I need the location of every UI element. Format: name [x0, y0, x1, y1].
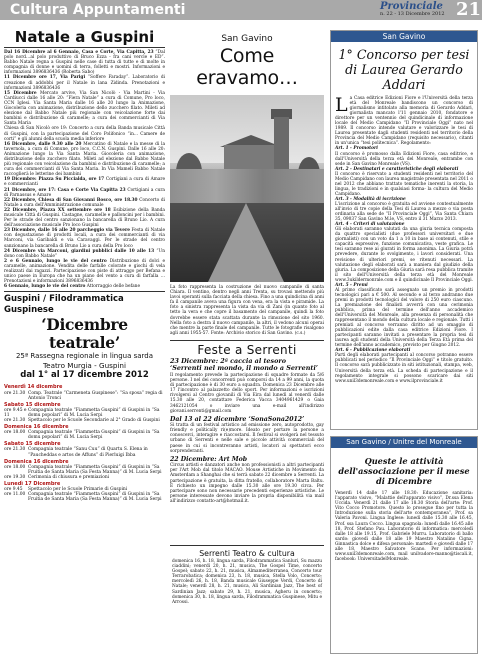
program-time: ore 19.30 [4, 474, 26, 480]
program-day: Sabato 15 dicembre [4, 441, 61, 448]
concorso-article-title: Art. 1 - Promotori [335, 146, 378, 152]
natale-event-heading: Dal 16 Dicembre al 6 Gennaio, Casa e Corte, Via Capitta, 23 [4, 50, 154, 55]
natale-event-body: Chiesa di San Nicolò ore 19: Concerto a cura della Banda musicale Città di Guspini, con la partecipazione del Coro Polifonico “in... Camere de corti” e gli alunni della scuola media inferiore [4, 126, 165, 142]
program-day: Domenica 16 dicembre [4, 424, 69, 431]
natale-event-body: Cortigiani a cura di Amare e commercianti [4, 177, 165, 188]
serrenti-teatro-box [170, 545, 324, 654]
guspini-subtitle: 25ª Rassegna regionale in lingua sarda [15, 352, 154, 361]
program-row [4, 447, 164, 457]
concorso-article-body: Gli elaborati saranno valutati da una giuria tecnica composta da quattro specialisti (due professori universitari e due giornalisti) con un voto da 1 a 10 in base ai contenuti, stile e capacità espressive, funzione comunicativa, veste grafica. Le tesi saranno rese ai giurati in forma anonima. La Giuria potrà prevedere, durante lo svolgimento, i lavori considerati. Una revisione di ulteriori premi, se ritenuti necessari. La valutazione degli elaborati sarà a maniera dal giudizio della giuria. La composizione della Giuria sarà resa pubblica tramite il sito dell'Università della terza età del Monreale www.3ukildermonrale.com e il quindicinale Il Provinciale Oggi. [335, 227, 473, 283]
natale-event-body: Mercatino di Natale e la messe di la tavernola, a cura di Comune, pro loco, C.C.N. Guspini. Dalle 16 alle 20: Animazione lungo la Via Santa Maria. Giocoleria con animazione, distribuzione dello zucchero filato. Mileti ad elezione dal Babbo Natale più regionale con veicolazione da bambini e distribuzione di caramelle; a cura dei commercianti di Via Santa Maria. In Via Mameli Babbo Natale raccoglierà le letterine dei bambini [4, 141, 165, 178]
page-header [0, 0, 482, 20]
program-day: Venerdì 14 dicembre [4, 384, 63, 391]
middle-column [170, 22, 324, 654]
unitre-title: Queste le attività dell'associazione per il mese di Dicembre [338, 456, 470, 486]
program-day: Sabato 15 dicembre [4, 401, 61, 408]
program-row [4, 430, 164, 440]
guspini-heading: Guspini / Filodrammatica Guspinese [4, 294, 124, 316]
concorso-article-body: Il concorso è riservato a studenti residenti nel territorio del Medio Campidano con laurea magistrale presentata nel 2011 o nel 2012 che abbiano trattato tematiche inerenti la storia, la lingua, le tradizioni e in qualsiasi forma- la cultura del Medio Campidano. [335, 171, 473, 197]
concorso-article-title: Art. 4 - Criteri di valutazione [335, 222, 405, 228]
natale-event-heading: 6 Gennaio, lungo le vie del centro [4, 284, 86, 290]
program-time: ore 21.30 [4, 390, 26, 396]
program-show: Comp. Teatrale “Carmeneta Guspinese”: “Sa sposa” regia di Antonio Tronci [28, 390, 163, 401]
program-show: Compagnia teatrale “Sanu Cuu” di Quartu S. Elena in “Paucheddas e artos de Affuns” di Pierluigi Ibba [28, 447, 148, 458]
natale-event-heading: 15 Dicembre [4, 90, 37, 96]
concorso-article-title: Art. 6 - Pubblicazione elaborati [335, 348, 411, 354]
historic-photo [170, 95, 324, 282]
natale-event-list [4, 50, 165, 289]
natale-event [4, 91, 165, 127]
program-show: Compagnia teatrale “Fiammetta Guspini” di Guspini in “Sa Fruitia de Santa Maria (Sa Festa Manna)” di M. Lucia Serpi [28, 464, 162, 475]
natale-event [4, 284, 165, 289]
program-row [4, 418, 164, 423]
program-time: ore 9.45 e 11 [4, 407, 27, 418]
page-number: 21 [456, 0, 482, 20]
program-row [4, 492, 164, 502]
natale-event-heading: 22 Dicembre, Piazza XX settembre ore 18 [4, 207, 111, 213]
program-row [4, 391, 164, 401]
natale-event [4, 126, 165, 141]
natale-event-heading: 16 Dicembre, dalle 9.30 alle 20 [4, 141, 82, 147]
natale-event [4, 75, 165, 90]
natale-event-body: Festa di Natale con degustazione di prodotti locali, a cura dei commercianti di via Marconi, via Garibaldi e via Caravaggi. Per le strade del centro sanzionano la bancarella di Bruno Lio a cura della Pro loco [4, 228, 165, 249]
serrenti-teatro-title: Serrenti Teatro & cultura [199, 549, 295, 558]
divider [4, 291, 165, 292]
concorso-intro: a Casa editrice Edizioni Fiore e l'Università della terza età del Monreale bandiscono un concorso di giornalismo intitolato alla memoria di Gerardo Addari, giornalista mancato l'11 gennaio 2010, fondatore e direttore per un ventennio del quindicinale di informazione locale del Medio Campidano “Il Provinciale Oggi” nato nel 1989. Il concorso intende valutare e valorizzare le tesi di Laurea presentate dagli studenti residenti nel territorio della Provincia del Medio Campidano (requisito necessario), citanti in un'unica “tesi politecnica”. Regolamento: [335, 96, 473, 147]
concorso-article-body: L'iscrizione al concorso è gratuita ed avviene contestualmente all'invio di tre copie della Tesi di Laurea a mezzo o via posta ordinaria alla sede de “Il Provinciale Oggi”, Via Santa Chiara 35, 09037 San Gavino M.le, VS, entro il 31 Marzo 2013. [335, 201, 473, 223]
story-kicker: San Gavino [221, 34, 273, 44]
natale-event [4, 188, 165, 198]
natale-event [4, 259, 165, 284]
feste-body: Circus artisti e danzatori anche non professionisti a altri partecipanti per l'Art Mob dal titolo MACAO. Mouse Artistiche in Movimento da Amsterdam a Shanghai che si terrà sabato 22 dicembre a Serrenti. La partecipazione è gratuita, la ditta fratello, collaboratore Marta Baltu. È richiesto un impegno dalle 15.30 alle ore 19.30 circa. Per partecipare sono non necessarie precedenti esperienze artistiche. Le persone interessate devono inviare la propria disponibilità via mail all'indirizzo contatto-art@hotmail.it. [170, 463, 324, 504]
program-time: ore 11.00 [4, 492, 26, 498]
feste-title: Feste a Serrenti [197, 342, 297, 357]
guspini-quote-title: ‘Dicembre teatrale’ [41, 315, 128, 353]
natale-event [4, 228, 165, 248]
concorso-title: 1° Concorso per tesi di Laurea Gerardo Addari [338, 47, 470, 92]
natale-event-heading: 11 Dicembre ore 17, Via Parigi [4, 75, 86, 81]
natale-event-heading: 24 Dicembre via Marconi, giardini pubblici dalle 10 alle 13 [4, 248, 155, 254]
concorso-article-body: Il concorso è promosso dalla Edizioni Fiore, casa editrice, e dall'Università della terza età del Monreale, entrambe con sede in San Gavino Monreale (VS). [335, 151, 473, 167]
feste-body: Il regolamento prevede la partecipazione di squadre formate da 5/6 persone. I nel dei concorrenti può comporsi da 14 a 99 anni, la quota di partecipazione è di 30 euro a squadra. Domenica 23 Dicembre alle 17 l'incontro al palazzetto dello sport. Per informazioni e iscrizioni rivolgersi al Centro giovanili di Via Eira dal lunedì al venerdì dalle 15.30 alle 20, contattare Federica Vacca 3404961429 o Gaia 3462121054 o inviare una e-mail all'indirizzo giovani.serrenti@gmail.com [170, 372, 324, 414]
program-show: Compagnia teatrale “Fiammetta Guspini” di Guspini in “Sa Fruitia de Santa Maria (Sa Festa Manna)” di M. Lucia Serpi [28, 492, 162, 503]
concorso-article-title: Art. 3 - Modalità di iscrizione [335, 196, 406, 202]
program-time: ore 21.30 [4, 447, 26, 453]
program-show: Compagnia teatrale “Fiammetta Guspini” di Guspini in “Sa domu popolari” di M. Lucia Serpi [28, 430, 160, 441]
divider [170, 340, 324, 341]
guspini-location: Teatro Murgia - Guspini [43, 361, 126, 371]
natale-event-body: Esibizione della Banda musicale Città di Guspini. Castagne, caramelle e palloncini per i bambini. Per le strade del centro sanzionano la bancarella di Bruno Lio. A cura dell'associazione musicale Pro loco Guspini [4, 207, 165, 229]
program-day: Domenica 16 dicembre [4, 458, 69, 465]
concorso-band: San Gavino [331, 31, 477, 42]
concorso-body [331, 96, 477, 384]
brand-logo: Provinciale [380, 1, 443, 12]
feste-heading: ‘Serrenti nel mondo, il mondo a Serrenti’ [170, 364, 318, 373]
feste-heading: 23 Dicembre: 2ª caccia al tesoro [170, 356, 286, 365]
natale-event [4, 177, 165, 187]
natale-event-body: Distribuzione di dolci e caramelle, animazione. Vendita delle farfalle colorate e giochi di vela realizzati dai ragazzi. Partecipazione con piste di attraggo per Befana e unico paese in Europa che ha un piano del vento a cura di farfalla … Prenotazioni e informazioni 3896836436 [4, 258, 165, 285]
divider [4, 47, 165, 48]
natale-event-body: Cortigiani a cura di Parnassus e Amare [4, 187, 165, 198]
natale-event [4, 198, 165, 208]
photo-caption: La foto rappresenta la costruzione del nuovo campanile di santa Chiara. Il ventino, dentro negli anni Trenta, su trovasi mettendo più lavoi operanti sulla facciata della chiesa. Fino a una quindicina di anni fa il campanile aveva una figura con vena, era la vista e piramide. La foto a sinistra rappresenta la vista da via di Zani (in quanto foto al tetto la vera e che copre il basamento del campanile, quindi la foto dovrebbe essere stata scattata durante la rimozione del sito 1960. Nella foto a destra il nuovo campanile, la altri, il vedono alcuni operai che mentre la parte finale del campanile. Tutte le fotografie risalgono agli anni 1955-57. Fonte: Archivio storico di San Gavino. (c.s.) [170, 285, 324, 336]
natale-event-body: Attorraggio delle befane [86, 284, 140, 290]
story-title: Come eravamo… [196, 45, 298, 89]
guspini-dates: dal 1° al 17 dicembre 2012 [20, 370, 149, 381]
theatre-program [4, 383, 164, 502]
concorso-article-body: Al primo classificato sarà assegnato un premio in prodotti tecnologici pari a € 500. Al secondo e al terzo andranno due premi in prodotti tecnologici del valore di 250 euro ciascuno. La premiazione dei finalisti avverrà con una cerimonia pubblica, prima del termine dell'anno accademico dell'Università del Monreale, alla presenza di personalità che rappresentano il mondo della cultura locale e regionale. Tutti i premiati al concorso verranno diritto ad un omaggio di pubblicazioni edite dalla casa editrice Edizioni Fiore. I partecipanti saranno invitati a presentare la propria tesi di laurea agli studenti della Università della Terza Età prima del termine dell'anno accademico, previsto per Giugno 2012. [335, 287, 473, 349]
program-row [4, 408, 164, 418]
natale-event [4, 208, 165, 228]
program-row [4, 465, 164, 475]
program-time: ore 9.45 [4, 487, 23, 493]
natale-event [4, 249, 165, 259]
natale-event-heading: 22 Dicembre, Chiesa di San Giovanni Bosco, ore 18.30 [4, 197, 138, 203]
serrenti-teatro-body: domenica 16, h. 18, lingua sarda, Filodrammatica Sanluri, Su mazzu ciaddini; venerdì 20, h. 21, musica, The Gospel Time, concerto Gospel; sabato 22, h. 21, musica, Almamediterranea, Concerto tour Terrarobatica; domenica 23, h. 18, musica, Stella Volo, Concerto; mercoledì 26, h. 18, Banda musicale Giuseppe Verdi, Concerto di Natale; venerdì 28, h. 21, musica, Ali Sardinian Jazz, The best of Sardinian Jazz; sabato 29, h. 21, musica, Agheru in concerto; domenica 30, h. 18, lingua sarda, Filodrammatica Guspinese, Mitu e Arrossi. [172, 559, 322, 605]
program-show: Cerimonia di chiusura e premiazioni [28, 474, 110, 480]
issue-date: n. 22 - 13 Dicembre 2012 [380, 11, 445, 17]
concorso-article-title: Art. 5 - Premi [335, 282, 368, 288]
natale-event [4, 50, 165, 75]
program-time: ore 18.00 [4, 430, 26, 436]
natale-event-body: Concerto di Natale a cura dell'Amministrazione comunale [4, 197, 165, 208]
natale-event-body: “Un dono con Babbo Natale” [4, 248, 165, 259]
program-time: ore 18.00 [4, 464, 26, 470]
program-show: Compagnia teatrale “Fiammetta Guspini” di Guspini in “Sa domu popolari” di M. Lucia Serpi [28, 407, 160, 418]
natale-event-heading: 19 Dicembre: Piazza Su Piccialda, ore 17 [4, 177, 105, 183]
left-column [4, 22, 165, 654]
natale-title: Natale a Guspini [14, 28, 155, 46]
natale-event-body: Mercato arvive, Via San Nicolò - Via Martini - Via Cardiucci dalle 16 alle 20: “Fiera Natale” a cura di Comune, Pro loco, CCN Iglesi. Via Santa Maria dalle 16 alle 20 lungo la Animazione, Giocoleria con animazione, distribuzione dello zucchero filato. Mileti ad elezione dal Babbo Natale più regionale con veicolazione forte dai bambini e distribuzione di caramelle; a cura dei commercianti di Via Santa Maria [4, 90, 165, 127]
program-day: Lunedì 17 Dicembre [4, 481, 61, 487]
feste-body: Si tratta di un festival artistico ad emissione zero, autoprodotto, gay friendly e politically ri(e)more. Ideato per portare la persone a conoscerci, interagire e riaccostarsi. Il festival si svolgerà nel tessuto urbano di Serrenti e nelle sale e piccole attività commerciali del paese in cui si incontreranno artisti, locatori ai spettatori ecco sorprenderanti. [170, 423, 324, 454]
unitre-body: Venerdì 14 dalle 17 alle 18.30: Educazione sanitaria: l'apparato visivo, “Malattie dell'apparato visivo”, Dr.ssa Elena Uccida. Venerdì 21 dalle 17 alle 18.30 Storia dell'arte: Prof. Vito Cocco Promotore. Questo lo prosegue fino per tutta la Introduzione sulla storia dell'arte contemporanea”, Prof. sa Valeria Pavoni. Lingua Inglese: lunedì dalle 15.30 alle 16.45, Prof. ssa Laura Cocco. Lingua spagnola: lunedì dalle 16.45 alle 18, Prof. Stefano Pau. Laboratorio di informatica: mercoledì dalle 18 alle 19.15, Prof. Gabriele Murru. Laboratorio di ballo sardo: giovedì dalle 18 alle 19 Maestro Natalino Cigna. Ginnastica dolce e difesa personale: martedì e giovedì dalle 17 alle 18, Maestro Salvatore Scano. Per informazioni: www.unil3demonreale.com, mail unilvadore-manno@tiscali.it, facebook: UniversitadelMonreale. [335, 491, 473, 563]
feste-heading: Dal 13 al 22 dicembre ‘SonaSona2012’ [170, 415, 305, 423]
unitre-band: San Gavino / Unitre del Monreale [331, 437, 477, 448]
natale-event-heading: 21 Dicembre, ore 17: Casa e Corte Via Capitta 23 [4, 187, 126, 193]
section-title: Cultura Appuntamenti [10, 2, 186, 18]
natale-event-body: “Dal polo nord…al polo produttivo di Bruco Ezza - fra cani vercle e ED”. Babbo Natale regna a Guspini nelle case di tutta di tutte e di molte in compagnia di donne e uomini di terra, folletti e mostri. Informazioni e informazioni 3896836436 (Roberta Sabo) [4, 50, 165, 76]
natale-event-heading: 2 e 6 Gennaio, lungo le vie del centro [4, 258, 107, 264]
program-show: Spettacolo per le Scuole Primarie di Guspini [28, 487, 128, 493]
program-time: ore 21.30 [4, 417, 26, 423]
program-show: Spettacolo per le Scuole Secondarie al 2° Grado di Guspini [28, 417, 160, 423]
right-column [330, 22, 478, 654]
natale-event [4, 142, 165, 178]
feste-heading: 22 Dicembre: Art Mob [170, 455, 248, 463]
natale-event-heading: 23 Dicembre, dalle 16 alle 20 parcheggio via Tevere [4, 228, 131, 234]
concorso-article-body: Parti degli elaborati partecipanti al concorso potranno essere pubblicati nel periodico “Il Provinciale Oggi” e titolo gratuito. Il concorso sarà pubblicizzato in siti istituzionali, stampa, web, Università della terza età. La scheda di partecipazione e il regolamento integrale si possono scaricare dai siti www.unil3demonreale.com e www.ilprovinciale.it [335, 353, 473, 384]
dropcap: L [335, 94, 348, 116]
concorso-box [330, 30, 478, 430]
unitre-box [330, 436, 478, 654]
concorso-article-title: Art. 2 - Destinatari e caratteristiche degli elaborati [335, 166, 459, 172]
natale-event-body: “Soffere Faraday”. Laboratorio di creazione di addobbi per il Natale in lana Zidinda. Prenotazioni e informazioni 3896836436 [4, 75, 165, 91]
